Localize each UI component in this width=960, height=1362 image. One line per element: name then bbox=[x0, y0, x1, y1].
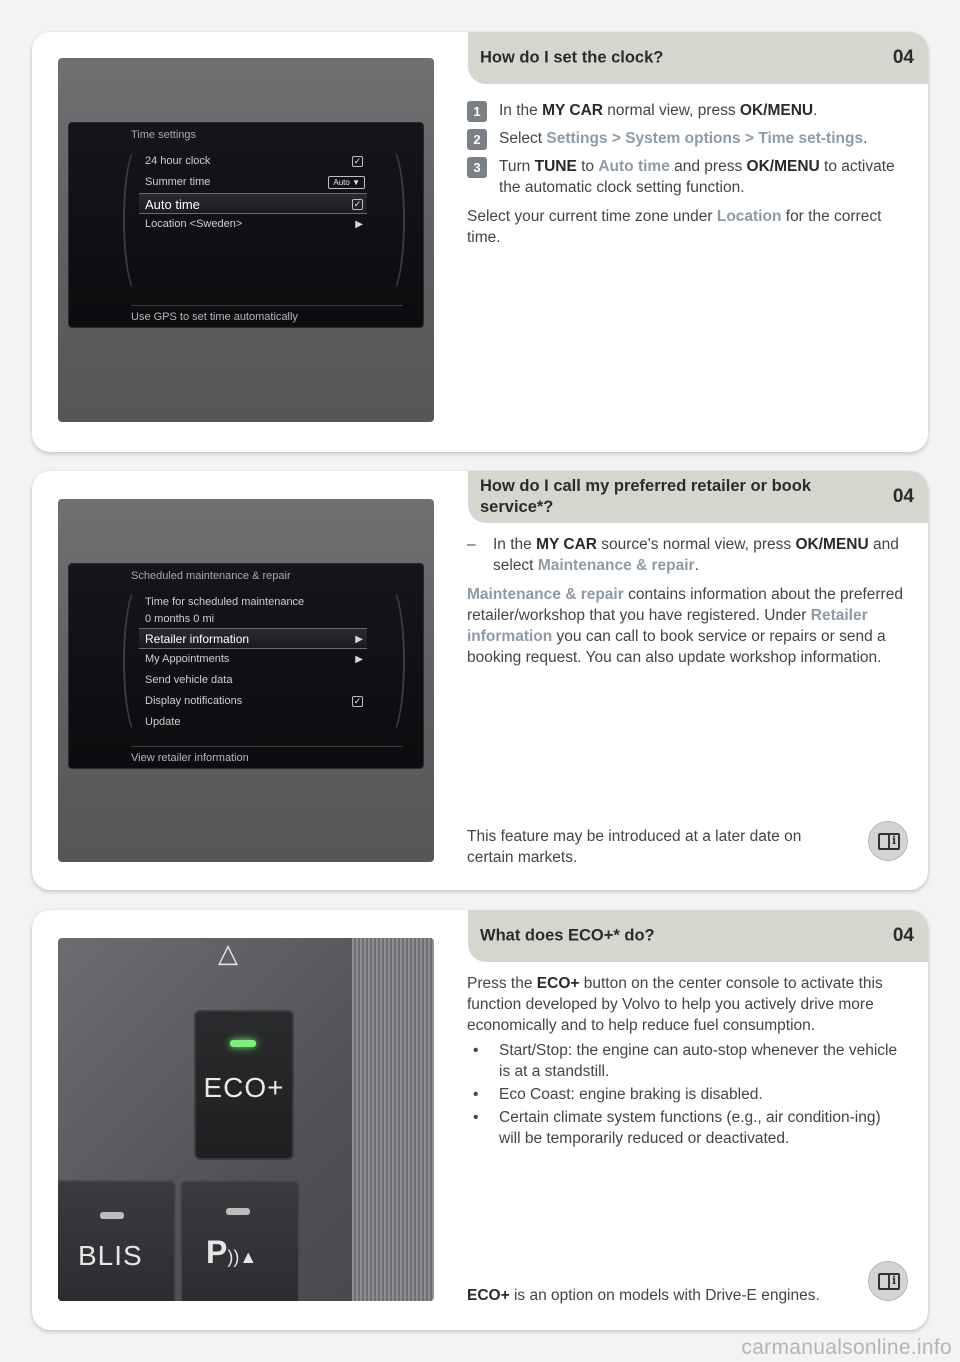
arrow-right-icon: ▶ bbox=[355, 654, 363, 665]
step-3: 3 Turn TUNE to Auto time and press OK/MENU to activate the automatic clock setting function. bbox=[467, 156, 906, 198]
step-number-badge: 3 bbox=[467, 157, 487, 178]
card-eco-plus bbox=[32, 910, 928, 1330]
screen-menu-item: Location <Sweden> ▶ bbox=[139, 214, 367, 235]
screen-footer: Use GPS to set time automatically bbox=[131, 305, 403, 327]
section-title: How do I set the clock? bbox=[480, 48, 664, 67]
arrow-right-icon: ▶ bbox=[355, 219, 363, 230]
info-book-icon: i bbox=[868, 1261, 908, 1301]
blis-button: BLIS bbox=[58, 1180, 176, 1301]
section-header bbox=[468, 32, 928, 84]
paragraph: Maintenance & repair contains information about the preferred retailer/workshop that you have registered. Under Retailer information you can call to book service or repairs or send a booking request. You can also update workshop information. bbox=[467, 586, 903, 666]
card-set-clock bbox=[32, 32, 928, 452]
screen-menu-item: My Appointments ▶ bbox=[139, 649, 367, 670]
screen-footer: View retailer information bbox=[131, 746, 403, 768]
step-2: 2 Select Settings > System options > Time set-tings. bbox=[467, 128, 906, 149]
watermark: carmanualsonline.info bbox=[741, 1336, 952, 1359]
screen-menu-item: Update bbox=[145, 716, 181, 728]
section-body bbox=[467, 100, 906, 248]
infotainment-screen bbox=[68, 122, 424, 328]
card-call-retailer bbox=[32, 471, 928, 890]
bullet-item: • Start/Stop: the engine can auto-stop whenever the vehicle is at a standstill. bbox=[473, 1042, 898, 1080]
section-body bbox=[467, 973, 906, 1149]
display-photo bbox=[58, 499, 434, 862]
screen-menu-item: Send vehicle data bbox=[145, 674, 233, 686]
step-number-badge: 2 bbox=[467, 129, 487, 150]
eco-led-indicator bbox=[230, 1040, 256, 1047]
section-header bbox=[468, 910, 928, 962]
availability-note: This feature may be introduced at a later date on certain markets. bbox=[467, 828, 802, 866]
bullet-item: • Eco Coast: engine braking is disabled. bbox=[473, 1086, 763, 1103]
center-console-photo bbox=[58, 938, 434, 1301]
screen-title: Time settings bbox=[131, 129, 197, 141]
chapter-number: 04 bbox=[892, 47, 914, 68]
car-icon: △ bbox=[218, 938, 238, 968]
bullet-item: • Certain climate system functions (e.g., air condition-ing) will be temporarily reduced or deactivated. bbox=[473, 1109, 881, 1147]
screen-menu-item: Display notifications ✓ bbox=[145, 695, 362, 707]
checkbox-icon: ✓ bbox=[353, 696, 362, 706]
display-photo bbox=[58, 58, 434, 422]
dropdown-value: Auto ▼ bbox=[328, 176, 365, 189]
option-note: ECO+ is an option on models with Drive-E engines. bbox=[467, 1287, 820, 1304]
paragraph: Select your current time zone under Location for the correct time. bbox=[467, 208, 882, 246]
checkbox-icon: ✓ bbox=[353, 156, 362, 166]
screen-title: Scheduled maintenance & repair bbox=[131, 570, 291, 582]
arrow-right-icon: ▶ bbox=[355, 634, 363, 645]
info-book-icon: i bbox=[868, 821, 908, 861]
instruction-dash-item: – In the MY CAR source's normal view, press OK/MENU and select Maintenance & repair. bbox=[467, 536, 899, 574]
step-number-badge: 1 bbox=[467, 101, 487, 122]
eco-plus-button: ECO+ bbox=[194, 1010, 294, 1160]
chapter-number: 04 bbox=[892, 486, 914, 507]
screen-menu-list bbox=[139, 594, 367, 733]
screen-subtitle-value: 0 months 0 mi bbox=[145, 613, 215, 625]
screen-subtitle: Time for scheduled maintenance bbox=[145, 596, 305, 608]
screen-menu-item: Summer time Auto ▼ bbox=[139, 172, 367, 193]
section-title: What does ECO+* do? bbox=[480, 926, 655, 945]
paragraph: Press the ECO+ button on the center console to activate this function developed by Volvo to help you actively drive more economically and to help reduce fuel consumption. bbox=[467, 975, 883, 1034]
section-body bbox=[467, 534, 906, 668]
screen-menu-item-selected: Auto time ✓ bbox=[139, 193, 367, 214]
checkbox-icon: ✓ bbox=[353, 199, 362, 209]
section-header bbox=[468, 471, 928, 523]
screen-menu-item-selected: Retailer information ▶ bbox=[139, 628, 367, 649]
chapter-number: 04 bbox=[892, 925, 914, 946]
infotainment-screen bbox=[68, 563, 424, 769]
step-1: 1 In the MY CAR normal view, press OK/MENU. bbox=[467, 100, 906, 121]
park-assist-button: P))▲ bbox=[180, 1180, 300, 1301]
screen-menu-item: 24 hour clock ✓ bbox=[145, 155, 362, 167]
section-title: How do I call my preferred retailer or book service*? bbox=[480, 477, 812, 516]
screen-menu-list bbox=[139, 151, 367, 235]
